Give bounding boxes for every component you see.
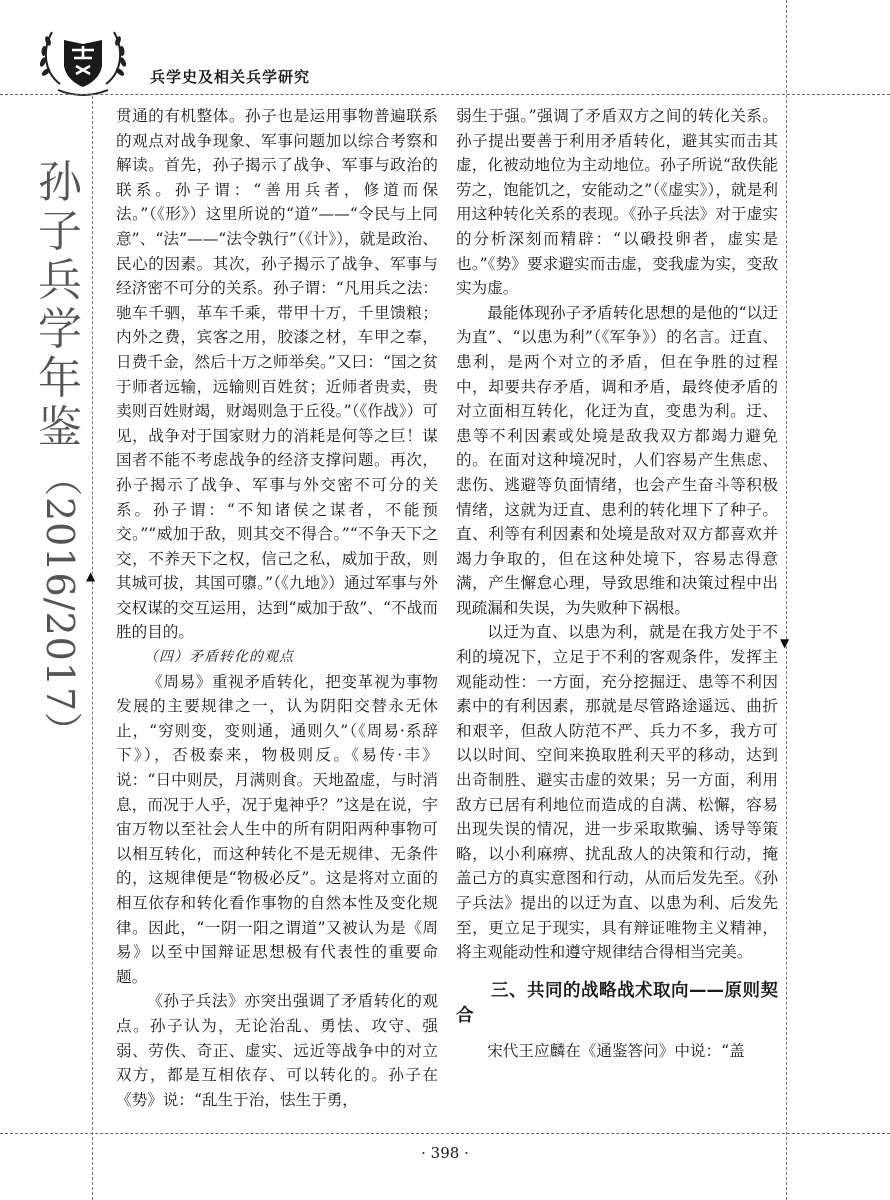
right-paragraph-3: 以迂为直、以患为利，就是在我方处于不利的境况下，立足于不利的客观条件，发挥主观能动性：一方面，充分挖掘迂、患等不利因素中的有利因素，那就是尽管路途遥远、曲折和艰辛，但敌人防范不严、兵力不多，我方可以以时间、空间来换取胜利天平的移动，达到出奇制胜、避实击虚的效果；另一方面，利用敌方已居有利地位而造成的自满、松懈，容易出现失误的情况，进一步采取欺骗、诱导等策略，以小利麻痹、扰乱敌人的决策和行动，掩盖己方的真实意图和行动，从而后发先至。《孙子兵法》提出的以迂为直、以患为利、后发先至，更立足于现实，具有辩证唯物主义精神，将主观能动性和遵守规律结合得相当完美。	[456, 623, 778, 962]
subsection-heading: （四）矛盾转化的观点	[144, 649, 294, 666]
sidebar-title	[30, 158, 90, 751]
arrow-down-icon: ▼	[780, 636, 790, 650]
sidebar-title-char: 鉴	[38, 402, 82, 453]
right-paragraph-4: 宋代王应麟在《通鉴答问》中说：“盖	[487, 1041, 745, 1060]
right-margin-guide	[786, 0, 787, 1200]
section-heading: 三、共同的战略战术取向——原则契合	[456, 980, 778, 1026]
left-column	[116, 104, 438, 1112]
sidebar-title-char: 学	[38, 304, 82, 355]
right-column	[456, 104, 778, 1063]
left-paragraph-2: 《周易》重视矛盾转化，把变革视为事物发展的主要规律之一，认为阴阳交替永无休止，“穷则变，变则通，通则久”（《周易·系辞下》），否极泰来，物极则反。《易传·丰》说：“日中则昃，月满则食。天地盈虚，与时消息，而况于人乎，况于鬼神乎？”这是在说，宇宙万物以至社会人生中的所有阴阳两种事物可以相互转化，而这种转化不是无规律、无条件的，这规律便是“物极必反”。这是将对立面的相互依存和转化看作事物的自然本性及变化规律。因此，“一阴一阳之谓道”又被认为是《周易》以至中国辩证思想极有代表性的重要命题。	[116, 672, 438, 986]
arrow-up-icon: ▲	[86, 569, 96, 583]
sidebar-title-char: 孙	[38, 157, 82, 208]
left-paragraph-1: 贯通的有机整体。孙子也是运用事物普遍联系的观点对战争现象、军事问题加以综合考察和解读。首先，孙子揭示了战争、军事与政治的联系。孙子谓：“善用兵者，修道而保法。”（《形》）这里所说的“道”——“令民与上同意”、“法”——“法令孰行”（《计》），就是政治、民心的因素。其次，孙子揭示了战争、军事与经济密不可分的关系。孙子谓：“凡用兵之法：驰车千驷，革车千乘，带甲十万，千里馈粮；内外之费，宾客之用，胶漆之材，车甲之奉，日费千金，然后十万之师举矣。”又曰：“国之贫于师者远输，远输则百姓贫；近师者贵卖，贵卖则百姓财竭，财竭则急于丘役。”（《作战》）可见，战争对于国家财力的消耗是何等之巨！谋国者不能不考虑战争的经济支撑问题。再次，孙子揭示了战争、军事与外交密不可分的关系。孙子谓：“不知诸侯之谋者，不能预交。”“威加于敌，则其交不得合。”“不争天下之交，不养天下之权，信己之私，威加于敌，则其城可拔，其国可隳。”（《九地》）通过军事与外交权谋的交互运用，达到“威加于敌”、“不战而胜的目的。	[116, 107, 438, 642]
left-paragraph-3: 《孙子兵法》亦突出强调了矛盾转化的观点。孙子认为，无论治乱、勇怯、攻守、强弱、劳佚、奇正、虚实、远近等战争中的对立双方，都是互相依存、可以转化的。孙子在《势》说：“乱生于治，怯生于勇，	[116, 992, 438, 1109]
sidebar-title-char: 年	[38, 353, 82, 404]
running-head: 兵学史及相关兵学研究	[150, 68, 311, 86]
right-paragraph-1: 弱生于强。”强调了矛盾双方之间的转化关系。孙子提出要善于利用矛盾转化，避其实而击其虚，化被动地位为主动地位。孙子所说“敌佚能劳之，饱能饥之，安能动之”（《虚实》），就是利用这种转化关系的表现。《孙子兵法》对于虚实的分析深刻而精辟：“以碫投卵者，虚实是也。”《势》要求避实而击虚，变我虚为实，变敌实为虚。	[456, 107, 778, 298]
header-divider	[0, 94, 890, 95]
journal-logo	[30, 14, 136, 102]
left-margin-guide	[92, 96, 93, 1200]
sidebar-title-char: 子	[38, 206, 82, 257]
footer-divider	[0, 1133, 890, 1134]
sidebar-title-char: 兵	[38, 255, 82, 306]
sidebar-title-text	[30, 158, 90, 452]
sidebar-title-year: （2016/2017）	[38, 458, 82, 752]
right-paragraph-2: 最能体现孙子矛盾转化思想的是他的“以迂为直”、“以患为利”（《军争》）的名言。迂直、患利，是两个对立的矛盾，但在争胜的过程中，却要共存矛盾，调和矛盾，最终使矛盾的对立面相互转化，化迂为直，变患为利。迂、患等不利因素或处境是敌我双方都竭力避免的。在面对这种境况时，人们容易产生焦虑、悲伤、逃避等负面情绪，也会产生奋斗等积极情绪，这就为迂直、患利的转化埋下了种子。直、利等有利因素和处境是敌对双方都喜欢并竭力争取的，但在这种处境下，容易志得意满，产生懈怠心理，导致思维和决策过程中出现疏漏和失误，为失败种下祸根。	[456, 303, 778, 617]
page-number: · 398 ·	[421, 1144, 469, 1162]
